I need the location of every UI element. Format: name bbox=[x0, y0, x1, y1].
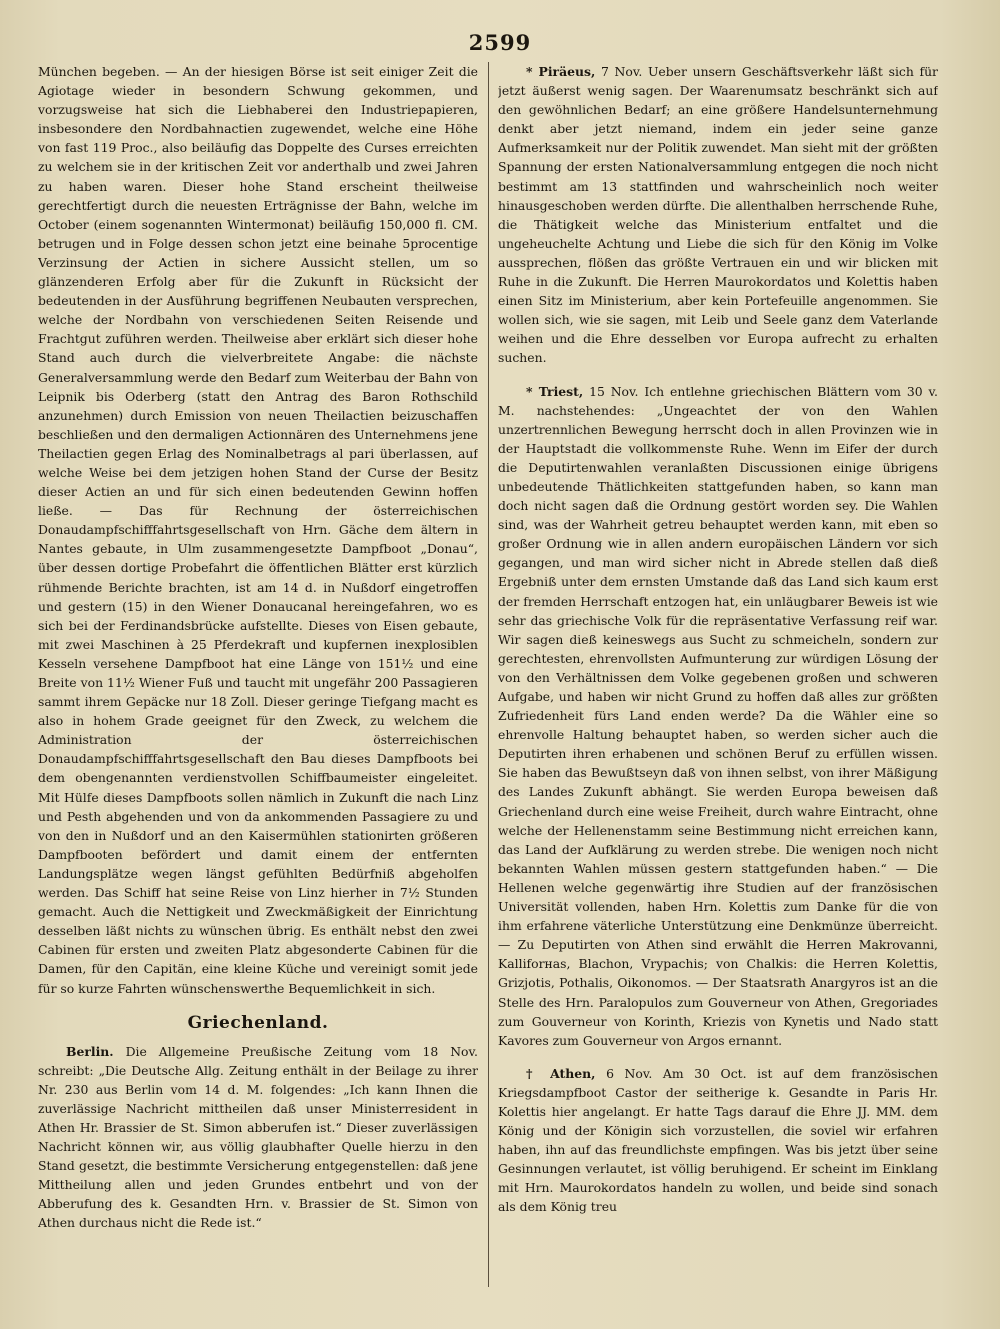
article-triest-text: 15 Nov. Ich entlehne griechischen Blättern vom 30 v. M. nachstehendes: „Ungeachtet der von den Wahlen unzertrennlichen Bewegung herrscht doch in allen Provinzen wie in der Hauptstadt die vollkommenste Ruhe. Wenn im Eifer der durch die Deputirtenwahlen veranlaßten Discussionen einige übrigens unbedeutende Thätlichkeiten stattgefunden haben, so kann man doch nicht sagen daß die Ordnung gestört worden sey. Die Wahlen sind, was der Wahrheit getreu behauptet werden kann, mit eben so großer Ordnung wie in allen andern europäischen Ländern vor sich gegangen, und man wird sicher nicht in Abrede stellen daß dieß Ergebniß unter dem ernsten Umstande daß das Land sich kaum erst der fremden Herrschaft entzogen hat, ein unläugbarer Beweis ist wie sehr das griechische Volk für die repräsentative Verfassung reif war. Wir sagen dieß keineswegs aus Sucht zu schmeicheln, sondern zur gerechtesten, ehrenvollsten Aufmunterung zur würdigen Lösung der von den Verhältnissen dem Volke gegebenen großen und schweren Aufgabe, und haben wir nicht Grund zu hoffen daß alles zur größten Zufriedenheit fürs Land enden werde? Da die Wähler eine so ehrenvolle Haltung behauptet haben, so werden sicher auch die Deputirten ihren erhabenen und schönen Beruf zu erfüllen wissen. Sie haben das Bewußtseyn daß von ihnen selbst, von ihrer Mäßigung des Landes Zukunft abhängt. Sie werden Europa beweisen daß Griechenland durch eine weise Freiheit, durch wahre Eintracht, ohne welche der Hellenenstamm seine Bestimmung nicht erreichen kann, das Land der Aufklärung zu werden strebe. Die wenigen noch nicht bekannten Wahlen müssen gestern stattgefunden haben.“ — Die Hellenen welche gegenwärtig ihre Studien auf der französischen Universität vollenden, haben Hrn. Kolettis zum Danke für die von ihm erfahrene väterliche Unterstützung eine Denkmünze überreicht. — Zu Deputirten von Athen sind erwählt die Herren Makrovanni, Kalliforнas, Blachon, Vrypachis; von Chalkis: die Herren Kolettis, Grizjotis, Pothalis, Oikonomos. — Der Staatsrath Anargyros ist an die Stelle des Hrn. Paralopulos zum Gouverneur von Athen, Gregoriades zum Gouverneur von Korinth, Kriezis von Kynetis und Nado statt Kavores zum Gouverneur von Argos ernannt. bbox=[498, 383, 938, 1048]
column-divider bbox=[488, 62, 489, 1287]
right-column bbox=[498, 62, 938, 1292]
dateline-piraeus: * Piräeus, bbox=[526, 64, 596, 79]
dateline-triest: * Triest, bbox=[526, 383, 584, 399]
article-vienna-exchange: München begeben. — An der hiesigen Börse ist seit einiger Zeit die Agiotage wieder in besondern Schwung gekommen, und vorzugsweise hat sich die Liebhaberei den Industriepapieren, insbesondere den Nordbahnactien zugewendet, welche eine Höhe von fast 119 Proc., also beiläufig das Doppelte des Curses erreichten zu welchem sie in der kritischen Zeit vor anderthalb und zwei Jahren zu haben waren. Dieser hohe Stand erscheint theilweise gerechtfertigt durch die neuesten Erträgnisse der Bahn, welche im October (einem sogenannten Wintermonat) beiläufig 150,000 fl. CM. betrugen und in Folge dessen schon jetzt eine beinahe 5procentige Verzinsung der Actien in sichere Aussicht stellen, um so glänzenderen Erfolg aber für die Zukunft in Rücksicht der bedeutenden in der Ausführung begriffenen Neubauten versprechen, welche der Nordbahn von verschiedenen Seiten Reisende und Frachtgut zuführen werden. Theilweise aber erklärt sich dieser hohe Stand auch durch die vielverbreitete Angabe: die nächste Generalversammlung werde den Bedarf zum Weiterbau der Bahn von Leipnik bis Oderberg (statt den Antrag des Baron Rothschild anzunehmen) durch Emission von neuen Theilactien beizuschaffen beschließen und den dermaligen Actionnären des Unternehmens jene Theilactien gegen Erlag des Nominalbetrags al pari überlassen, auf welche Weise bei dem jetzigen hohen Stand der Curse der Besitz dieser Actien an und für sich einen bedeutenden Gewinn hoffen ließe. — Das für Rechnung der österreichischen Donaudampfschifffahrtsgesellschaft von Hrn. Gäche dem ältern in Nantes gebaute, in Ulm zusammengesetzte Dampfboot „Donau“, über dessen dortige Probefahrt die öffentlichen Blätter erst kürzlich rühmende Berichte brachten, ist am 14 d. in Nußdorf eingetroffen und gestern (15) in den Wiener Donaucanal hereingefahren, wo es sich bei der Ferdinandsbrücke aufstellte. Dieses von Eisen gebaute, mit zwei Maschinen à 25 Pferdekraft und kupfernen inexplosiblen Kesseln versehene Dampfboot hat eine Länge von 151½ und eine Breite von 11½ Wiener Fuß und taucht mit ungefähr 200 Passagieren sammt ihrem Gepäcke nur 18 Zoll. Dieser geringe Tiefgang macht es also in hohem Grade geeignet für den Zweck, zu welchem die Administration der österreichischen Donaudampfschifffahrtsgesellschaft den Bau dieses Dampfboots bei dem obengenannten verdienstvollen Schiffbaumeister eingeleitet. Mit Hülfe dieses Dampfboots sollen nämlich in Zukunft die nach Linz und Pesth abgehenden und von da ankommenden Passagiere zu und von den in Nußdorf und an den Kaisermühlen stationirten größeren Dampfbooten befördert und damit einem der entfernten Landungsplätze wegen längst gefühlten Bedürfniß abgeholfen werden. Das Schiff hat seine Reise von Linz hierher in 7½ Stunden gemacht. Auch die Nettigkeit und Zweckmäßigkeit der Einrichtung desselben läßt nichts zu wünschen übrig. Es enthält nebst den zwei Cabinen für ersten und zweiten Platz abgesonderte Cabinen für die Damen, für den Capitän, eine kleine Küche und vereinigt somit jede für so kurze Fahrten wünschenswerthe Bequemlichkeit in sich. bbox=[38, 64, 478, 996]
page-number: 2599 bbox=[468, 30, 532, 55]
article-piraeus-text: 7 Nov. Ueber unsern Geschäftsverkehr läßt sich für jetzt äußerst wenig sagen. Der Waarenumsatz beschränkt sich auf den gewöhnlichen Bedarf; an eine größere Handelsunternehmung denkt aber jetzt niemand, indem ein jeder seine ganze Aufmerksamkeit nur der Politik zuwendet. Man sieht mit der größten Spannung der ersten Nationalversammlung entgegen die noch nicht bestimmt am 13 stattfinden und wahrscheinlich noch weiter hinausgeschoben werden dürfte. Die allenthalben herrschende Ruhe, die Thätigkeit welche das Ministerium entfaltet und die ungeheuchelte Achtung und Liebe die sich für den König im Volke aussprechen, flößen das größte Vertrauen ein und wir blicken mit Ruhe in die Zukunft. Die Herren Maurokordatos und Kolettis haben einen Sitz im Ministerium, aber kein Portefeuille angenommen. Sie wollen sich, wie sie sagen, mit Leib und Seele ganz dem Vaterlande weihen und die Ehre desselben vor Europa aufrecht zu erhalten suchen. bbox=[498, 64, 938, 366]
dateline-berlin: Berlin. bbox=[66, 1043, 114, 1059]
article-triest bbox=[498, 382, 938, 1050]
article-athen bbox=[498, 1064, 938, 1217]
article-piraeus bbox=[498, 62, 938, 368]
article-berlin-text: Die Allgemeine Preußische Zeitung vom 18 Nov. schreibt: „Die Deutsche Allg. Zeitung enthält in der Beilage zu ihrer Nr. 230 aus Berlin vom 14 d. M. folgendes: „Ich kann Ihnen die zuverlässige Nachricht mittheilen daß unser Ministerresident in Athen Hr. Brassier de St. Simon abberufen ist.“ Dieser zuverlässigen Nachricht können wir, aus völlig glaubhafter Quelle hierzu in den Stand gesetzt, die bestimmte Versicherung entgegenstellen: daß jene Mittheilung allen und jeden Grundes entbehrt und von der Abberufung des k. Gesandten Hrn. v. Brassier de St. Simon von Athen durchaus nicht die Rede ist.“ bbox=[38, 1043, 478, 1231]
section-heading-greece: Griechenland. bbox=[187, 1012, 329, 1033]
article-athen-text: 6 Nov. Am 30 Oct. ist auf dem französischen Kriegsdampfboot Castor der seitherige k. Gesandte in Paris Hr. Kolettis hier angelangt. Er hatte Tags darauf die Ehre JJ. MM. dem König und der Königin sich vorzustellen, die soviel wir erfahren haben, ihn auf das freundlichste empfingen. Was bis jetzt über seine Gesinnungen verlautet, ist völlig beruhigend. Er scheint im Einklang mit Hrn. Maurokordatos handeln zu wollen, und beide sind sonach als dem König treu bbox=[498, 1065, 938, 1215]
left-column bbox=[38, 62, 478, 1292]
dateline-athen: † Athen, bbox=[526, 1065, 596, 1081]
article-berlin bbox=[38, 1042, 478, 1233]
